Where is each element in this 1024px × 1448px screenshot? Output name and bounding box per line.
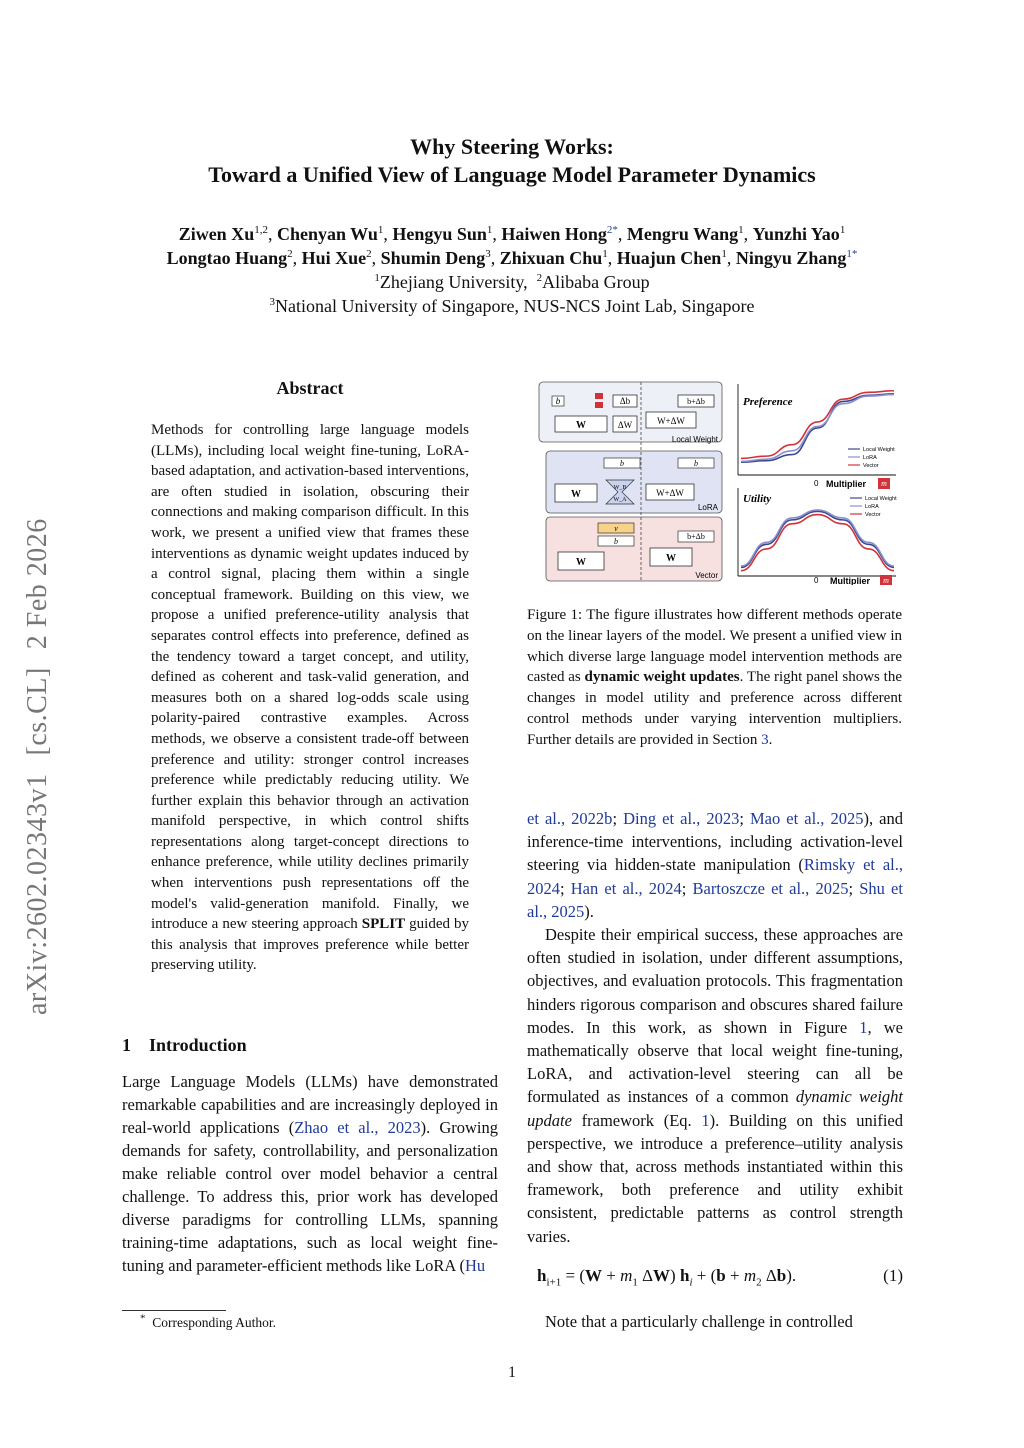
util-x-label: Multiplier bbox=[830, 576, 870, 585]
multiplier-symbol: m bbox=[883, 576, 889, 585]
figure-1 bbox=[538, 380, 903, 585]
preference-title: Preference bbox=[743, 396, 793, 408]
author-affiliation-mark: 2* bbox=[606, 224, 618, 236]
affiliation-2: Alibaba Group bbox=[542, 272, 650, 292]
section-number: 1 bbox=[122, 1035, 131, 1055]
arxiv-category: [cs.CL] bbox=[22, 667, 53, 756]
weight-label-right: W bbox=[666, 553, 676, 564]
para2-text-4: ). Building on this unified perspective, we introduce a preference–utility analysis and show that, across methods instantiated within this framework, both preference and utility exhibit consistent, predictable patterns as control strength varies. bbox=[527, 1110, 903, 1246]
author-name: Yunzhi Yao bbox=[752, 224, 840, 244]
abstract-heading: Abstract bbox=[276, 378, 344, 398]
author-affiliation-mark: 1 bbox=[738, 224, 744, 236]
citation-link[interactable]: Rimsky et al., 2024 bbox=[527, 855, 903, 898]
panel-label-lora: LoRA bbox=[697, 503, 718, 512]
author-affiliation-mark: 1 bbox=[721, 248, 727, 260]
weight-label: W bbox=[576, 420, 586, 431]
w-plus-label: W+ΔW bbox=[656, 488, 684, 498]
author-affiliation-mark: 1 bbox=[377, 224, 384, 236]
section-title: Introduction bbox=[149, 1035, 247, 1055]
abstract-method-name: SPLIT bbox=[361, 916, 406, 933]
intro-text: Large Language Models (LLMs) have demonstrated remarkable capabilities and are increasingly deployed in real-world applications ( bbox=[122, 1072, 498, 1137]
bias-label-right: b bbox=[694, 459, 698, 468]
para2-italic: dynamic weight update bbox=[527, 1087, 903, 1130]
vector-label: v bbox=[614, 524, 618, 533]
utility-title: Utility bbox=[743, 493, 772, 505]
author-affiliation-mark: 1* bbox=[846, 248, 858, 260]
series-line-local-weight bbox=[741, 511, 894, 567]
citation-link[interactable]: Mao et al., 2025 bbox=[750, 809, 864, 828]
affiliation-line-1: $^1$Zhejiang University, $^2$Alibaba Group bbox=[374, 272, 650, 292]
bias-label: b bbox=[614, 537, 618, 546]
abstract-text: Methods for controlling large language models (LLMs), including local weight fine-tuning, LoRA-based adaptation, and activation-based interventions, are often studied in isolation, obscuring their connections and making comparison difficult. In this work, we present a unified view that frames these interventions as dynamic weight updates induced by a control signal, placing them within a single conceptual framework. Building on this view, we propose a unified preference-utility analysis that separates control effects into preference, defined as the tendency toward a target concept, and utility, defined as coherent and task-valid generation, and measures both on a shared log-odds scale using polarity-paired contrastive examples. Across methods, we observe a consistent trade-off between preference and utility: stronger control increases preference while predictably reducing utility. We further explain this behavior through an activation manifold perspective, in which control shifts representations along target-concept directions to enhance preference, while utility declines primarily when interventions push representations off the model's valid-generation manifold. Finally, we introduce a new steering approach bbox=[151, 422, 469, 933]
author-affiliation-mark: 1 bbox=[602, 248, 608, 260]
panel-label-vector: Vector bbox=[695, 571, 718, 580]
footnote-mark: * bbox=[140, 1312, 146, 1325]
b-plus-label: b+Δb bbox=[687, 532, 705, 541]
author-name: Hui Xue bbox=[301, 248, 367, 268]
intro-text-2: ). Growing demands for safety, controllability, and personalization make reliable control over model behavior a central challenge. To address this, prior work has developed diverse paradigms for controlling LLMs, spanning training-time adaptations, such as local weight fine-tuning and parameter-efficient methods like LoRA ( bbox=[122, 1118, 499, 1275]
weight-label: W bbox=[571, 489, 581, 500]
w-plus-label: W+ΔW bbox=[657, 416, 685, 426]
footnote-rule bbox=[122, 1310, 226, 1311]
arxiv-date: 2 Feb 2026 bbox=[22, 518, 53, 650]
equation-body: $h_{i+1} = (W + m_1$ ΔW) $h_i + (b + m_2$ Δb). bbox=[537, 1266, 797, 1289]
legend-label: LoRA bbox=[865, 504, 879, 510]
caption-bold: dynamic weight updates bbox=[584, 669, 740, 686]
author-affiliation-mark: 1,2 bbox=[254, 224, 268, 236]
authors-line-1: Ziwen Xu$^{1,2}$, Chenyan Wu$^1$, Hengyu Sun$^1$, Haiwen Hong$^{2*}$, Mengru Wang$^1$, Yunzhi Yao$^1$ bbox=[178, 224, 846, 244]
equation-number: (1) bbox=[883, 1266, 903, 1285]
para2-text-3: framework (Eq. bbox=[581, 1110, 692, 1130]
abstract-body bbox=[151, 420, 469, 976]
figure-1-svg bbox=[538, 380, 903, 585]
equation-ref-link[interactable]: 1 bbox=[701, 1110, 710, 1130]
weight-label: W bbox=[576, 557, 586, 568]
right-text: ), and inference-time interventions, including activation-level steering via hidden-state manipulation ( bbox=[527, 809, 904, 875]
multiplier-badge bbox=[595, 393, 603, 399]
citation-link[interactable]: Zhao et al., 2023 bbox=[294, 1118, 421, 1137]
caption-text: Figure 1: The figure illustrates how different methods operate on the linear layers of the model. We present a unified view in which diverse large language model intervention methods are casted as bbox=[527, 607, 902, 686]
author-name: Chenyan Wu bbox=[276, 224, 378, 244]
citation-link[interactable]: Han et al., 2024 bbox=[570, 878, 682, 898]
author-name: Ziwen Xu bbox=[178, 224, 255, 244]
author-affiliation-mark: 1 bbox=[486, 224, 493, 236]
caption-end: . bbox=[768, 731, 773, 748]
author-affiliation-mark: 3 bbox=[485, 248, 491, 260]
title-line-2: Toward a Unified View of Language Model Parameter Dynamics bbox=[208, 162, 816, 187]
section-ref-link[interactable]: 3 bbox=[761, 731, 769, 748]
para2-text: Despite their empirical success, these approaches are often studied in isolation, under different assumptions, objectives, and evaluation protocols. This fragmentation hinders rigorous comparison and obscures shared failure modes. In this work, as shown in Figure bbox=[527, 925, 903, 1037]
para-2 bbox=[527, 923, 903, 1248]
lora-b-label: W_B bbox=[613, 485, 627, 491]
citation-link[interactable]: Shu et al., 2025 bbox=[527, 878, 903, 921]
author-name: Hengyu Sun bbox=[392, 224, 487, 244]
abstract-text-end: guided by this analysis that improves preference while better preserving utility. bbox=[151, 916, 470, 974]
util-x-zero: 0 bbox=[814, 576, 819, 585]
delta-b-label: Δb bbox=[619, 396, 631, 406]
right-column-text bbox=[527, 807, 903, 1248]
affiliation-line-2: $^3$National University of Singapore, NUS-NCS Joint Lab, Singapore bbox=[269, 296, 755, 316]
paper-title bbox=[0, 133, 1024, 189]
multiplier-symbol: m bbox=[881, 479, 887, 488]
figure-caption bbox=[527, 605, 902, 751]
panel-label-local-weight: Local Weight bbox=[671, 435, 718, 444]
author-name: Mengru Wang bbox=[626, 224, 739, 244]
para2-text-2: , we mathematically observe that local weight fine-tuning, LoRA, and activation-level steering can all be formulated as instances of a common bbox=[527, 1017, 903, 1107]
legend-label: Vector bbox=[865, 512, 881, 518]
preference-chart bbox=[738, 384, 896, 489]
author-name: Zhixuan Chu bbox=[499, 248, 603, 268]
authors-line-2: Longtao Huang$^2$, Hui Xue$^2$, Shumin Deng$^3$, Zhixuan Chu$^1$, Huajun Chen$^1$, Ningyu Zhang$^{1*}$ bbox=[166, 248, 858, 268]
affiliation-3: National University of Singapore, NUS-NCS Joint Lab, Singapore bbox=[275, 296, 755, 316]
arxiv-stamp bbox=[22, 500, 54, 1015]
author-name: Longtao Huang bbox=[166, 248, 288, 268]
b-plus-label: b+Δb bbox=[687, 397, 705, 406]
section-heading bbox=[122, 1035, 247, 1056]
para-continued: et al., 2022b; Ding et al., 2023; Mao et al., 2025), and inference-time interventions, including activation-level steering via hidden-state manipulation (Rimsky et al., 2024; Han et al., 2024; Bartoszcze et al., 2025; Shu et al., 2025). bbox=[527, 809, 904, 921]
author-name: Huajun Chen bbox=[616, 248, 722, 268]
figure-ref-link[interactable]: 1 bbox=[859, 1017, 868, 1037]
legend-label: LoRA bbox=[863, 455, 877, 461]
right-text-end: ). bbox=[584, 901, 594, 921]
series-line-lora bbox=[741, 510, 894, 566]
caption-text-2: . The right panel shows the changes in model utility and preference across different control methods under varying intervention multipliers. Further details are provided in Section bbox=[527, 669, 902, 748]
pref-x-label: Multiplier bbox=[826, 479, 866, 489]
lora-a-label: W_A bbox=[613, 497, 627, 503]
page-number: 1 bbox=[508, 1364, 516, 1381]
legend-label: Local Weight bbox=[863, 447, 895, 453]
intro-paragraph bbox=[122, 1070, 498, 1277]
footnote bbox=[140, 1312, 276, 1331]
citation-link[interactable]: Ding et al., 2023 bbox=[623, 809, 740, 828]
author-name: Ningyu Zhang bbox=[735, 248, 847, 268]
pref-x-zero: 0 bbox=[814, 479, 819, 488]
author-name: Haiwen Hong bbox=[501, 224, 607, 244]
author-affiliation-mark: 1 bbox=[839, 224, 846, 236]
utility-chart bbox=[738, 488, 897, 585]
author-affiliation-mark: 2 bbox=[287, 248, 293, 260]
citation-link[interactable]: Hu bbox=[465, 1256, 486, 1275]
arxiv-id[interactable]: arXiv:2602.02343v1 bbox=[22, 773, 53, 1015]
legend-label: Vector bbox=[863, 463, 879, 469]
author-list bbox=[0, 222, 1024, 270]
title-line-1: Why Steering Works: bbox=[410, 134, 614, 159]
equation-1 bbox=[537, 1266, 903, 1288]
citation-link[interactable]: et al., 2022b bbox=[527, 809, 613, 828]
footnote-text: Corresponding Author. bbox=[152, 1315, 276, 1330]
affiliations bbox=[0, 270, 1024, 318]
affiliation-1: Zhejiang University, bbox=[379, 272, 528, 292]
bias-label: b bbox=[620, 459, 624, 468]
last-line: Note that a particularly challenge in controlled bbox=[545, 1312, 853, 1331]
author-name: Shumin Deng bbox=[380, 248, 486, 268]
bias-label: b bbox=[555, 396, 561, 406]
delta-w-label: ΔW bbox=[617, 420, 633, 430]
author-affiliation-mark: 2 bbox=[366, 248, 372, 260]
multiplier-badge bbox=[595, 402, 603, 408]
citation-link[interactable]: Bartoszcze et al., 2025 bbox=[692, 878, 849, 898]
legend-label: Local Weight bbox=[865, 496, 897, 502]
